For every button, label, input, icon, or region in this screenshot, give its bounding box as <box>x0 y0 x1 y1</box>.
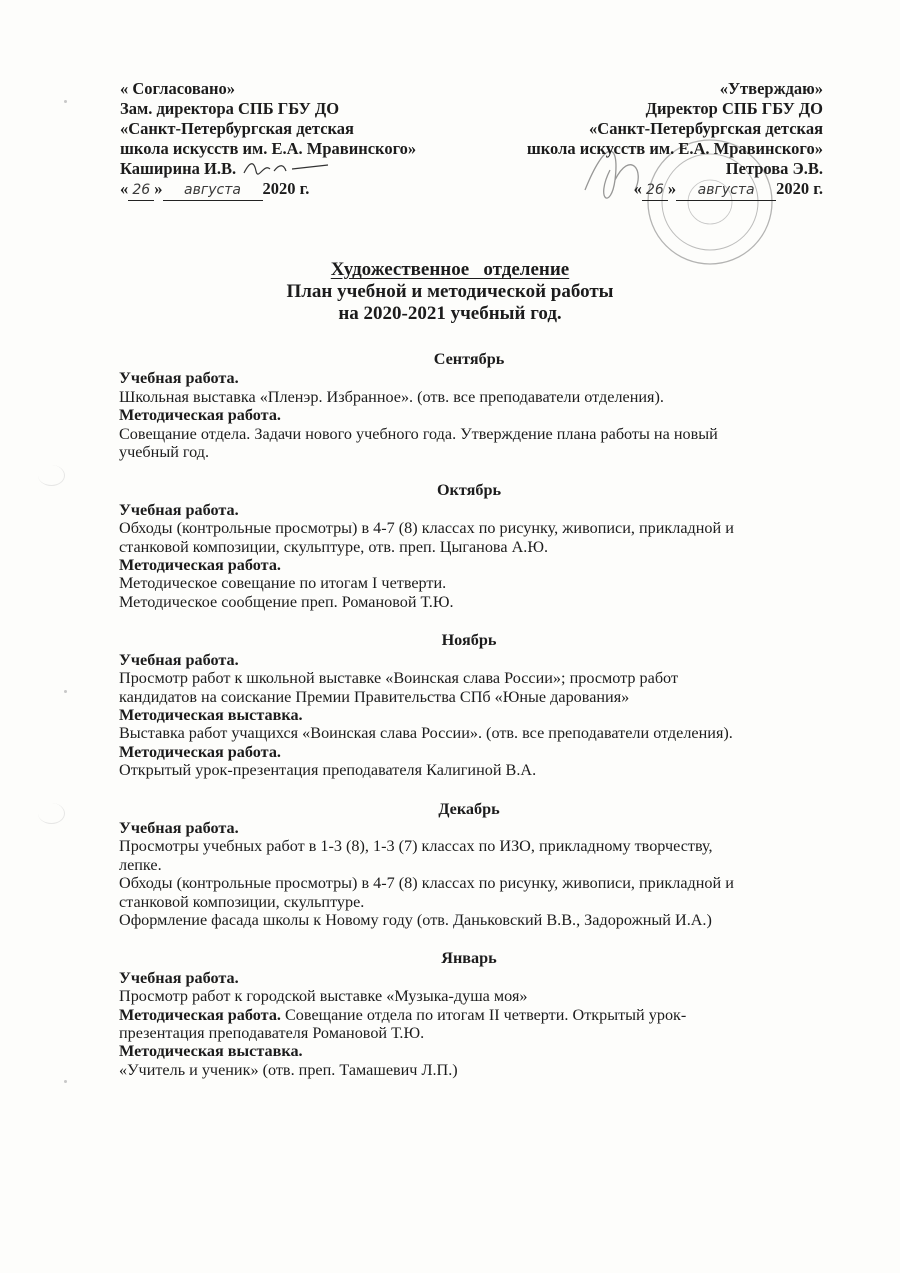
work-type-label: Учебная работа. <box>119 650 239 669</box>
date-month-handwritten: августа <box>676 180 776 201</box>
date-day-handwritten: 26 <box>642 180 668 201</box>
month-section <box>119 631 819 779</box>
work-type-label: Учебная работа. <box>119 818 239 837</box>
date-month-handwritten: августа <box>163 180 263 201</box>
work-type-row <box>119 743 819 761</box>
work-item-text: кандидатов на соискание Премии Правительства СПб «Юные дарования» <box>119 687 630 706</box>
work-type-label: Методическая выставка. <box>119 705 303 724</box>
scan-dot <box>64 100 67 103</box>
signature-scribble-left <box>240 159 332 177</box>
approval-right-date <box>527 179 823 201</box>
plan-content <box>119 350 819 1099</box>
work-item-text: Просмотр работ к городской выставке «Музыка-душа моя» <box>119 987 528 1006</box>
month-section <box>119 350 819 461</box>
work-item-text: Совещание отдела. Задачи нового учебного года. Утверждение плана работы на новый <box>119 424 718 443</box>
work-type-row <box>119 369 819 387</box>
approval-right-line: Петрова Э.В. <box>725 159 823 178</box>
date-year: 2020 г. <box>262 179 310 198</box>
month-section <box>119 949 819 1079</box>
work-item-text: «Учитель и ученик» (отв. преп. Тамашевич Л.П.) <box>119 1060 458 1079</box>
document-title-block <box>0 259 900 325</box>
work-type-row <box>119 706 819 724</box>
work-type-row <box>119 1042 819 1060</box>
month-heading: Ноябрь <box>441 631 497 650</box>
work-item-text: Школьная выставка «Пленэр. Избранное». (отв. все преподаватели отделения). <box>119 387 664 406</box>
date-close-quote: » <box>667 179 677 198</box>
work-item-text: презентация преподавателя Романовой Т.Ю. <box>119 1024 425 1042</box>
approval-left-date <box>120 179 416 201</box>
work-item-text: станковой композиции, скульптуре, отв. преп. Цыганова А.Ю. <box>119 537 549 556</box>
academic-year-title: на 2020-2021 учебный год. <box>338 303 562 324</box>
work-type-label: Методическая работа. <box>119 406 281 425</box>
plan-title: План учебной и методической работы <box>286 281 614 302</box>
work-item-text: Оформление фасада школы к Новому году (отв. Даньковский В.В., Задорожный И.А.) <box>119 910 712 929</box>
work-type-row <box>119 969 819 987</box>
hole-punch-mark <box>38 803 65 824</box>
work-item-text: учебный год. <box>119 443 210 462</box>
work-type-label: Учебная работа. <box>119 369 239 388</box>
work-type-label: Методическая работа. <box>119 742 281 761</box>
work-item-text: станковой композиции, скульптуре. <box>119 892 365 911</box>
work-item-text: Обходы (контрольные просмотры) в 4-7 (8) классах по рисунку, живописи, прикладной и <box>119 874 734 893</box>
date-open-quote: « <box>120 179 129 198</box>
work-type-row <box>119 406 819 424</box>
approval-left-line: «Санкт-Петербургская детская <box>120 119 354 138</box>
work-type-label: Методическая работа. <box>119 1005 281 1024</box>
approval-left-line: Зам. директора СПБ ГБУ ДО <box>120 99 340 118</box>
approval-right-line: «Утверждаю» <box>719 79 823 98</box>
approval-left-signer-row <box>120 159 416 179</box>
approval-right-line: школа искусств им. Е.А. Мравинского» <box>526 139 823 158</box>
department-title: Художественное отделение <box>330 259 570 280</box>
work-item-text: Открытый урок-презентация преподавателя Калигиной В.А. <box>119 761 537 780</box>
month-heading: Сентябрь <box>433 350 505 368</box>
date-day-handwritten: 26 <box>128 180 154 201</box>
work-item-text: Совещание отдела по итогам II четверти. Открытый урок- <box>280 1005 687 1024</box>
month-heading: Октябрь <box>436 481 502 500</box>
approval-right-line: «Санкт-Петербургская детская <box>589 119 823 138</box>
hole-punch-mark <box>38 465 65 486</box>
approval-left-line: школа искусств им. Е.А. Мравинского» <box>120 139 417 158</box>
scan-dot <box>64 1080 67 1083</box>
month-heading: Январь <box>441 949 497 968</box>
date-close-quote: » <box>154 179 163 198</box>
work-type-label: Методическая работа. <box>119 556 281 575</box>
work-item-text: Методическое сообщение преп. Романовой Т.Ю. <box>119 592 454 611</box>
month-heading: Декабрь <box>438 799 500 818</box>
work-item-text: Методическое совещание по итогам I четверти. <box>119 574 447 593</box>
work-item-text: лепке. <box>119 855 162 874</box>
approval-left-signer: Каширина И.В. <box>120 159 237 178</box>
work-type-label: Учебная работа. <box>119 968 239 987</box>
work-type-row <box>119 501 819 519</box>
work-item-text: Просмотры учебных работ в 1-3 (8), 1-3 (7) классах по ИЗО, прикладному творчеству, <box>119 837 713 856</box>
date-year: 2020 г. <box>776 179 823 198</box>
work-item-text: Просмотр работ к школьной выставке «Воинская слава России»; просмотр работ <box>119 669 679 688</box>
work-type-row <box>119 1006 819 1024</box>
month-section <box>119 481 819 611</box>
scan-dot <box>64 690 67 693</box>
approval-left-line: « Согласовано» <box>120 79 236 98</box>
work-type-row <box>119 651 819 669</box>
approval-right-line: Директор СПБ ГБУ ДО <box>645 99 823 118</box>
work-item-text: Выставка работ учащихся «Воинская слава России». (отв. все преподаватели отделения). <box>119 724 733 743</box>
work-type-row <box>119 819 819 837</box>
approval-block-right <box>527 79 823 201</box>
work-type-row <box>119 556 819 574</box>
date-open-quote: « <box>633 179 642 198</box>
work-type-label: Методическая выставка. <box>119 1042 303 1061</box>
approval-block-left <box>120 79 416 201</box>
month-section <box>119 800 819 930</box>
work-type-label: Учебная работа. <box>119 500 239 519</box>
work-item-text: Обходы (контрольные просмотры) в 4-7 (8) классах по рисунку, живописи, прикладной и <box>119 519 734 538</box>
